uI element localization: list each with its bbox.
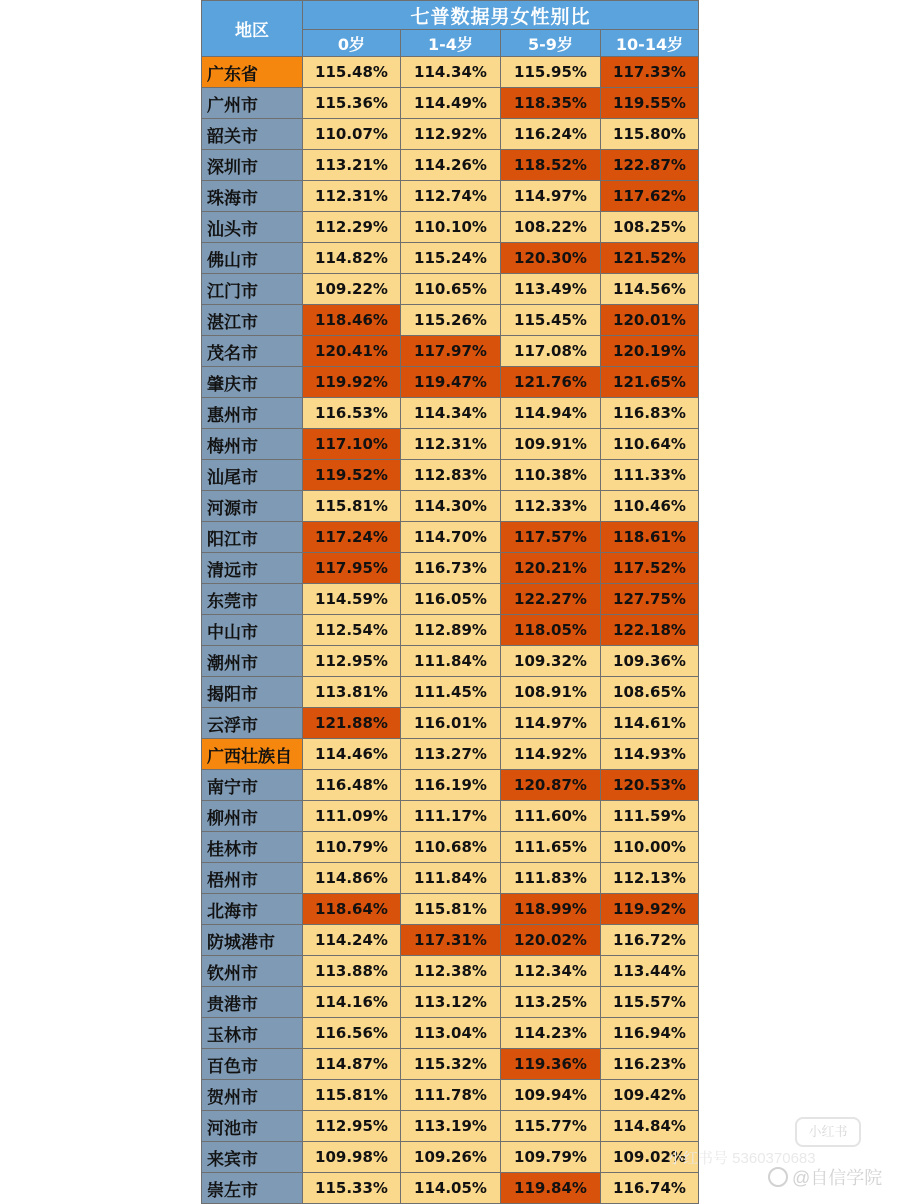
ratio-cell: 112.74% bbox=[401, 181, 501, 212]
table-row bbox=[202, 894, 699, 925]
region-cell: 南宁市 bbox=[202, 770, 303, 801]
ratio-cell: 109.02% bbox=[601, 1142, 699, 1173]
table-row bbox=[202, 1080, 699, 1111]
table-row bbox=[202, 956, 699, 987]
region-cell: 钦州市 bbox=[202, 956, 303, 987]
ratio-cell: 115.95% bbox=[501, 57, 601, 88]
ratio-cell: 116.94% bbox=[601, 1018, 699, 1049]
table-title: 七普数据男女性别比 bbox=[303, 1, 699, 30]
ratio-cell: 114.93% bbox=[601, 739, 699, 770]
ratio-cell: 114.56% bbox=[601, 274, 699, 305]
ratio-cell: 111.09% bbox=[303, 801, 401, 832]
ratio-cell: 113.25% bbox=[501, 987, 601, 1018]
ratio-cell: 110.46% bbox=[601, 491, 699, 522]
table-row bbox=[202, 615, 699, 646]
region-cell: 汕尾市 bbox=[202, 460, 303, 491]
region-cell: 佛山市 bbox=[202, 243, 303, 274]
ratio-cell: 120.30% bbox=[501, 243, 601, 274]
ratio-cell: 108.22% bbox=[501, 212, 601, 243]
ratio-cell: 111.65% bbox=[501, 832, 601, 863]
table-row bbox=[202, 243, 699, 274]
table-row bbox=[202, 429, 699, 460]
table-row bbox=[202, 212, 699, 243]
ratio-cell: 111.83% bbox=[501, 863, 601, 894]
region-cell: 惠州市 bbox=[202, 398, 303, 429]
ratio-cell: 116.23% bbox=[601, 1049, 699, 1080]
ratio-cell: 109.79% bbox=[501, 1142, 601, 1173]
ratio-cell: 120.01% bbox=[601, 305, 699, 336]
ratio-cell: 114.34% bbox=[401, 398, 501, 429]
ratio-cell: 118.64% bbox=[303, 894, 401, 925]
ratio-cell: 115.33% bbox=[303, 1173, 401, 1204]
ratio-cell: 116.05% bbox=[401, 584, 501, 615]
ratio-cell: 117.31% bbox=[401, 925, 501, 956]
region-cell: 潮州市 bbox=[202, 646, 303, 677]
table-row bbox=[202, 987, 699, 1018]
region-cell: 江门市 bbox=[202, 274, 303, 305]
ratio-cell: 112.31% bbox=[303, 181, 401, 212]
ratio-cell: 112.31% bbox=[401, 429, 501, 460]
table-row bbox=[202, 1111, 699, 1142]
region-column-header: 地区 bbox=[202, 1, 303, 57]
ratio-cell: 119.36% bbox=[501, 1049, 601, 1080]
table-row bbox=[202, 367, 699, 398]
ratio-cell: 108.65% bbox=[601, 677, 699, 708]
ratio-cell: 111.59% bbox=[601, 801, 699, 832]
table-body bbox=[202, 57, 699, 1204]
ratio-cell: 119.92% bbox=[303, 367, 401, 398]
ratio-cell: 111.33% bbox=[601, 460, 699, 491]
region-cell: 珠海市 bbox=[202, 181, 303, 212]
ratio-cell: 117.52% bbox=[601, 553, 699, 584]
ratio-cell: 114.84% bbox=[601, 1111, 699, 1142]
ratio-cell: 115.81% bbox=[401, 894, 501, 925]
region-cell: 深圳市 bbox=[202, 150, 303, 181]
table-row bbox=[202, 88, 699, 119]
ratio-cell: 114.30% bbox=[401, 491, 501, 522]
ratio-cell: 117.10% bbox=[303, 429, 401, 460]
ratio-cell: 113.44% bbox=[601, 956, 699, 987]
ratio-cell: 111.84% bbox=[401, 863, 501, 894]
ratio-cell: 114.05% bbox=[401, 1173, 501, 1204]
ratio-cell: 114.59% bbox=[303, 584, 401, 615]
ratio-cell: 117.57% bbox=[501, 522, 601, 553]
region-cell: 玉林市 bbox=[202, 1018, 303, 1049]
ratio-cell: 114.94% bbox=[501, 398, 601, 429]
ratio-cell: 116.72% bbox=[601, 925, 699, 956]
ratio-cell: 115.32% bbox=[401, 1049, 501, 1080]
ratio-cell: 115.26% bbox=[401, 305, 501, 336]
ratio-cell: 118.46% bbox=[303, 305, 401, 336]
ratio-cell: 110.07% bbox=[303, 119, 401, 150]
table-row bbox=[202, 739, 699, 770]
ratio-cell: 116.48% bbox=[303, 770, 401, 801]
ratio-cell: 115.24% bbox=[401, 243, 501, 274]
sex-ratio-table bbox=[201, 0, 699, 1204]
table-row bbox=[202, 584, 699, 615]
ratio-cell: 119.84% bbox=[501, 1173, 601, 1204]
ratio-cell: 117.97% bbox=[401, 336, 501, 367]
table-row bbox=[202, 460, 699, 491]
ratio-cell: 110.79% bbox=[303, 832, 401, 863]
region-cell: 柳州市 bbox=[202, 801, 303, 832]
ratio-cell: 114.92% bbox=[501, 739, 601, 770]
ratio-cell: 109.98% bbox=[303, 1142, 401, 1173]
region-cell: 北海市 bbox=[202, 894, 303, 925]
table-row bbox=[202, 1018, 699, 1049]
ratio-cell: 109.22% bbox=[303, 274, 401, 305]
account-watermark: 小红书号 5360370683 bbox=[668, 1150, 816, 1167]
ratio-cell: 113.81% bbox=[303, 677, 401, 708]
ratio-cell: 110.68% bbox=[401, 832, 501, 863]
ratio-cell: 113.19% bbox=[401, 1111, 501, 1142]
ratio-cell: 119.52% bbox=[303, 460, 401, 491]
ratio-cell: 113.04% bbox=[401, 1018, 501, 1049]
table-row bbox=[202, 398, 699, 429]
ratio-cell: 110.65% bbox=[401, 274, 501, 305]
region-cell: 来宾市 bbox=[202, 1142, 303, 1173]
ratio-cell: 118.61% bbox=[601, 522, 699, 553]
region-cell: 清远市 bbox=[202, 553, 303, 584]
ratio-cell: 111.60% bbox=[501, 801, 601, 832]
ratio-cell: 114.24% bbox=[303, 925, 401, 956]
region-cell: 东莞市 bbox=[202, 584, 303, 615]
ratio-cell: 119.92% bbox=[601, 894, 699, 925]
ratio-cell: 113.88% bbox=[303, 956, 401, 987]
ratio-cell: 109.26% bbox=[401, 1142, 501, 1173]
ratio-cell: 115.77% bbox=[501, 1111, 601, 1142]
ratio-cell: 114.97% bbox=[501, 181, 601, 212]
ratio-cell: 120.53% bbox=[601, 770, 699, 801]
ratio-cell: 112.95% bbox=[303, 646, 401, 677]
ratio-cell: 111.78% bbox=[401, 1080, 501, 1111]
ratio-cell: 113.12% bbox=[401, 987, 501, 1018]
region-cell: 桂林市 bbox=[202, 832, 303, 863]
region-cell: 云浮市 bbox=[202, 708, 303, 739]
ratio-cell: 109.32% bbox=[501, 646, 601, 677]
ratio-cell: 114.82% bbox=[303, 243, 401, 274]
ratio-cell: 114.16% bbox=[303, 987, 401, 1018]
table-row bbox=[202, 832, 699, 863]
ratio-cell: 114.97% bbox=[501, 708, 601, 739]
ratio-cell: 115.45% bbox=[501, 305, 601, 336]
ratio-cell: 112.34% bbox=[501, 956, 601, 987]
ratio-cell: 116.01% bbox=[401, 708, 501, 739]
ratio-cell: 122.27% bbox=[501, 584, 601, 615]
ratio-cell: 118.05% bbox=[501, 615, 601, 646]
ratio-cell: 121.65% bbox=[601, 367, 699, 398]
ratio-cell: 120.87% bbox=[501, 770, 601, 801]
ratio-cell: 115.81% bbox=[303, 1080, 401, 1111]
weibo-watermark bbox=[768, 1164, 882, 1190]
ratio-cell: 120.02% bbox=[501, 925, 601, 956]
ratio-cell: 109.36% bbox=[601, 646, 699, 677]
region-cell: 梧州市 bbox=[202, 863, 303, 894]
ratio-cell: 120.19% bbox=[601, 336, 699, 367]
table-row bbox=[202, 1142, 699, 1173]
ratio-cell: 117.33% bbox=[601, 57, 699, 88]
region-cell: 河源市 bbox=[202, 491, 303, 522]
table-row bbox=[202, 119, 699, 150]
table-row bbox=[202, 491, 699, 522]
ratio-cell: 114.61% bbox=[601, 708, 699, 739]
ratio-cell: 121.76% bbox=[501, 367, 601, 398]
ratio-cell: 114.87% bbox=[303, 1049, 401, 1080]
ratio-cell: 114.23% bbox=[501, 1018, 601, 1049]
region-cell: 湛江市 bbox=[202, 305, 303, 336]
ratio-cell: 115.48% bbox=[303, 57, 401, 88]
ratio-cell: 115.81% bbox=[303, 491, 401, 522]
region-cell: 广州市 bbox=[202, 88, 303, 119]
region-cell: 茂名市 bbox=[202, 336, 303, 367]
table-row bbox=[202, 522, 699, 553]
ratio-cell: 115.80% bbox=[601, 119, 699, 150]
ratio-cell: 119.47% bbox=[401, 367, 501, 398]
xiaohongshu-badge-watermark: 小红书 bbox=[795, 1117, 861, 1147]
table-row bbox=[202, 708, 699, 739]
table-row bbox=[202, 150, 699, 181]
ratio-cell: 117.95% bbox=[303, 553, 401, 584]
ratio-cell: 116.74% bbox=[601, 1173, 699, 1204]
table-row bbox=[202, 863, 699, 894]
table-row bbox=[202, 925, 699, 956]
ratio-cell: 108.91% bbox=[501, 677, 601, 708]
ratio-cell: 121.88% bbox=[303, 708, 401, 739]
table-row bbox=[202, 553, 699, 584]
ratio-cell: 113.49% bbox=[501, 274, 601, 305]
region-cell: 阳江市 bbox=[202, 522, 303, 553]
ratio-cell: 109.91% bbox=[501, 429, 601, 460]
ratio-cell: 109.94% bbox=[501, 1080, 601, 1111]
ratio-cell: 121.52% bbox=[601, 243, 699, 274]
ratio-cell: 114.34% bbox=[401, 57, 501, 88]
ratio-cell: 120.41% bbox=[303, 336, 401, 367]
age-header-5-9: 5-9岁 bbox=[501, 30, 601, 57]
ratio-cell: 108.25% bbox=[601, 212, 699, 243]
ratio-cell: 117.62% bbox=[601, 181, 699, 212]
region-cell: 韶关市 bbox=[202, 119, 303, 150]
table-row bbox=[202, 677, 699, 708]
region-cell: 中山市 bbox=[202, 615, 303, 646]
ratio-cell: 112.95% bbox=[303, 1111, 401, 1142]
region-cell: 崇左市 bbox=[202, 1173, 303, 1204]
region-cell: 贵港市 bbox=[202, 987, 303, 1018]
province-cell: 广东省 bbox=[202, 57, 303, 88]
table-row bbox=[202, 336, 699, 367]
ratio-cell: 112.38% bbox=[401, 956, 501, 987]
region-cell: 汕头市 bbox=[202, 212, 303, 243]
region-cell: 防城港市 bbox=[202, 925, 303, 956]
ratio-cell: 111.17% bbox=[401, 801, 501, 832]
ratio-cell: 118.52% bbox=[501, 150, 601, 181]
ratio-cell: 119.55% bbox=[601, 88, 699, 119]
ratio-cell: 110.00% bbox=[601, 832, 699, 863]
ratio-cell: 120.21% bbox=[501, 553, 601, 584]
ratio-cell: 113.21% bbox=[303, 150, 401, 181]
ratio-cell: 112.33% bbox=[501, 491, 601, 522]
ratio-cell: 114.26% bbox=[401, 150, 501, 181]
age-header-0: 0岁 bbox=[303, 30, 401, 57]
ratio-cell: 112.89% bbox=[401, 615, 501, 646]
ratio-cell: 116.56% bbox=[303, 1018, 401, 1049]
ratio-cell: 114.49% bbox=[401, 88, 501, 119]
ratio-cell: 115.36% bbox=[303, 88, 401, 119]
weibo-icon bbox=[768, 1167, 788, 1187]
ratio-cell: 116.19% bbox=[401, 770, 501, 801]
ratio-cell: 116.53% bbox=[303, 398, 401, 429]
ratio-cell: 114.46% bbox=[303, 739, 401, 770]
ratio-cell: 118.99% bbox=[501, 894, 601, 925]
ratio-cell: 113.27% bbox=[401, 739, 501, 770]
ratio-cell: 111.84% bbox=[401, 646, 501, 677]
table-row bbox=[202, 305, 699, 336]
ratio-cell: 117.24% bbox=[303, 522, 401, 553]
ratio-cell: 116.83% bbox=[601, 398, 699, 429]
ratio-cell: 117.08% bbox=[501, 336, 601, 367]
ratio-cell: 118.35% bbox=[501, 88, 601, 119]
table-row bbox=[202, 57, 699, 88]
ratio-cell: 114.86% bbox=[303, 863, 401, 894]
ratio-cell: 109.42% bbox=[601, 1080, 699, 1111]
table-row bbox=[202, 801, 699, 832]
ratio-cell: 116.73% bbox=[401, 553, 501, 584]
region-cell: 贺州市 bbox=[202, 1080, 303, 1111]
table-row bbox=[202, 770, 699, 801]
region-cell: 肇庆市 bbox=[202, 367, 303, 398]
ratio-cell: 110.38% bbox=[501, 460, 601, 491]
ratio-cell: 112.29% bbox=[303, 212, 401, 243]
region-cell: 河池市 bbox=[202, 1111, 303, 1142]
ratio-cell: 116.24% bbox=[501, 119, 601, 150]
ratio-cell: 111.45% bbox=[401, 677, 501, 708]
table-row bbox=[202, 274, 699, 305]
ratio-cell: 122.87% bbox=[601, 150, 699, 181]
ratio-cell: 112.54% bbox=[303, 615, 401, 646]
region-cell: 百色市 bbox=[202, 1049, 303, 1080]
ratio-cell: 127.75% bbox=[601, 584, 699, 615]
table-row bbox=[202, 1049, 699, 1080]
ratio-cell: 112.83% bbox=[401, 460, 501, 491]
ratio-cell: 112.92% bbox=[401, 119, 501, 150]
table-row bbox=[202, 646, 699, 677]
ratio-cell: 114.70% bbox=[401, 522, 501, 553]
ratio-cell: 112.13% bbox=[601, 863, 699, 894]
table-row bbox=[202, 1173, 699, 1204]
ratio-cell: 122.18% bbox=[601, 615, 699, 646]
ratio-cell: 110.10% bbox=[401, 212, 501, 243]
ratio-cell: 110.64% bbox=[601, 429, 699, 460]
table-row bbox=[202, 181, 699, 212]
ratio-cell: 115.57% bbox=[601, 987, 699, 1018]
age-header-10-14: 10-14岁 bbox=[601, 30, 699, 57]
region-cell: 揭阳市 bbox=[202, 677, 303, 708]
age-header-1-4: 1-4岁 bbox=[401, 30, 501, 57]
region-cell: 梅州市 bbox=[202, 429, 303, 460]
weibo-watermark-text: @自信学院 bbox=[792, 1168, 883, 1188]
province-cell: 广西壮族自 bbox=[202, 739, 303, 770]
